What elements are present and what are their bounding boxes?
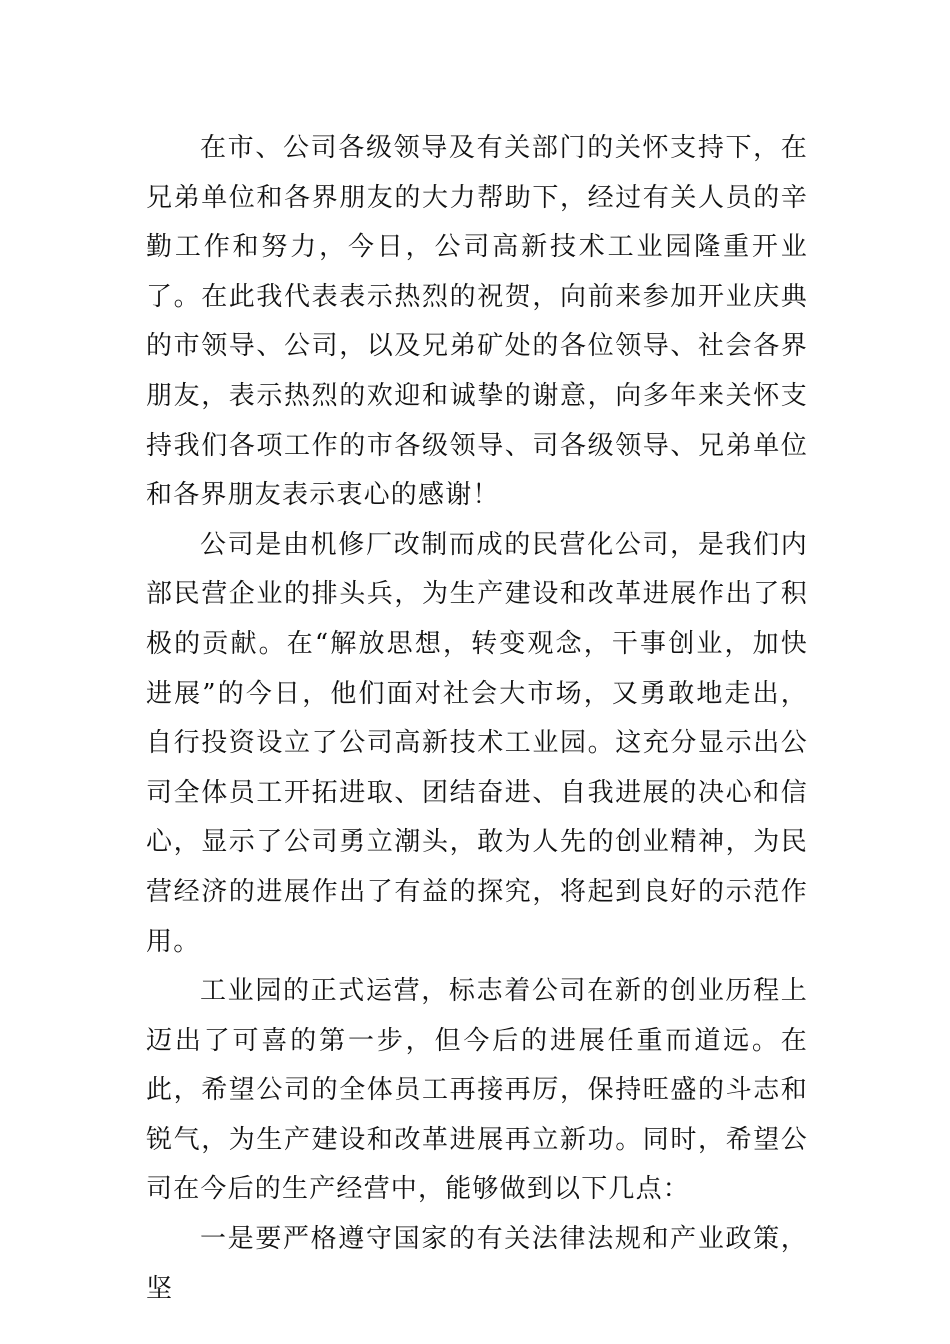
paragraph-2: 公司是由机修厂改制而成的民营化公司，是我们内部民营企业的排头兵，为生产建设和改革进展作出了积极的贡献。在“解放思想，转变观念，干事创业，加快进展”的今日，他们面对社会大市场，又勇敢地走出，自行投资设立了公司高新技术工业园。这充分显示出公司全体员工开拓进取、团结奋进、自我进展的决心和信心，显示了公司勇立潮头，敢为人先的创业精神，为民营经济的进展作出了有益的探究，将起到良好的示范作用。 bbox=[146, 529, 808, 957]
paragraph-4: 一是要严格遵守国家的有关法律法规和产业政策，坚 bbox=[146, 1224, 808, 1304]
paragraph-1: 在市、公司各级领导及有关部门的关怀支持下，在兄弟单位和各界朋友的大力帮助下，经过有关人员的辛勤工作和努力，今日，公司高新技术工业园隆重开业了。在此我代表表示热烈的祝贺，向前来参加开业庆典的市领导、公司，以及兄弟矿处的各位领导、社会各界朋友，表示热烈的欢迎和诚挚的谢意，向多年来关怀支持我们各项工作的市各级领导、司各级领导、兄弟单位和各界朋友表示衷心的感谢！ bbox=[146, 133, 808, 511]
document-page bbox=[146, 124, 808, 1314]
paragraph-3: 工业园的正式运营，标志着公司在新的创业历程上迈出了可喜的第一步，但今后的进展任重而道远。在此，希望公司的全体员工再接再厉，保持旺盛的斗志和锐气，为生产建设和改革进展再立新功。同时，希望公司在今后的生产经营中，能够做到以下几点： bbox=[146, 976, 808, 1205]
